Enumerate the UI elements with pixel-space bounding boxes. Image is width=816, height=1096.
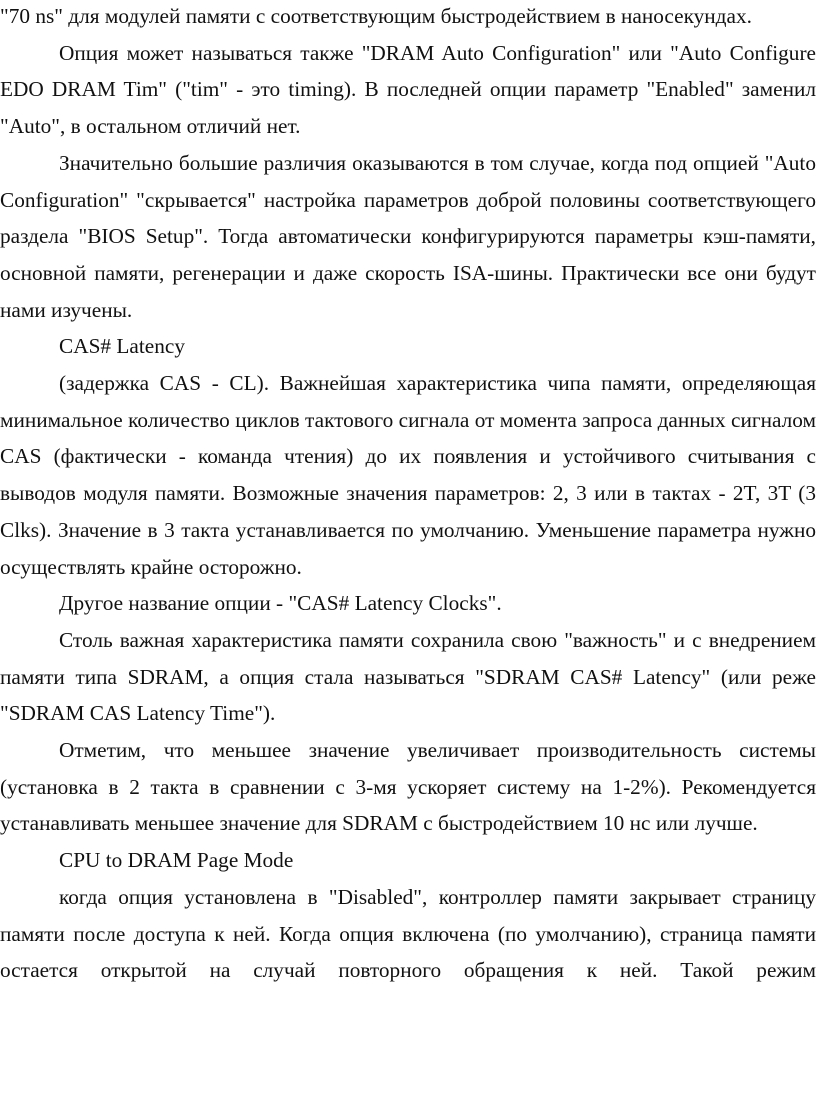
paragraph-dram-auto-configuration: Опция может называться также "DRAM Auto Configuration" или "Auto Configure EDO DRAM Tim" ("tim" - это timing). В последней опции параметр "Enabled" заменил "Auto", в остальном отличий нет. (0, 40, 816, 139)
paragraph-cas-latency-performance: Отметим, что меньшее значение увеличивает производительность системы (установка в 2 такта в сравнении с 3-мя ускоряет систему на 1-2%). Рекомендуется устанавливать меньшее значение для SDRAM с быстродействием 10 нс или лучше. (0, 738, 816, 836)
paragraph-cas-latency-description: (задержка CAS - CL). Важнейшая характеристика чипа памяти, определяющая минимальное количество циклов тактового сигнала от момента запроса данных сигналом CAS (фактически - команда чтения) до их появления и устойчивого считывания с выводов модуля памяти. Возможные значения параметров: 2, 3 или в тактах - 2T, 3T (3 Clks). Значение в 3 такта устанавливается по умолчанию. Уменьшение параметра нужно осуществлять крайне осторожно. (0, 371, 816, 579)
paragraph-continuation: "70 ns" для модулей памяти с соответствующим быстродействием в наносекундах. (0, 4, 752, 28)
paragraph-sdram-cas-latency: Столь важная характеристика памяти сохранила свою "важность" и с внедрением памяти типа SDRAM, а опция стала называться "SDRAM CAS# Latency" (или реже "SDRAM CAS Latency Time"). (0, 627, 816, 726)
heading-cpu-to-dram-page-mode: CPU to DRAM Page Mode (59, 848, 294, 873)
heading-cas-latency: CAS# Latency (59, 334, 185, 359)
paragraph-page-mode-description: когда опция установлена в "Disabled", контроллер памяти закрывает страницу памяти после доступа к ней. Когда опция включена (по умолчанию), страница памяти остается открытой на случай повторного обращения к ней. Такой режим (0, 884, 816, 983)
paragraph-cas-latency-other-name: Другое название опции - "CAS# Latency Clocks". (59, 591, 502, 616)
paragraph-auto-configuration-differences: Значительно большие различия оказываются в том случае, когда под опцией "Auto Configuration" "скрывается" настройка параметров доброй половины соответствующего раздела "BIOS Setup". Тогда автоматически конфигурируются параметры кэш-памяти, основной памяти, регенерации и даже скорость ISA-шины. Практически все они будут нами изучены. (0, 150, 816, 322)
